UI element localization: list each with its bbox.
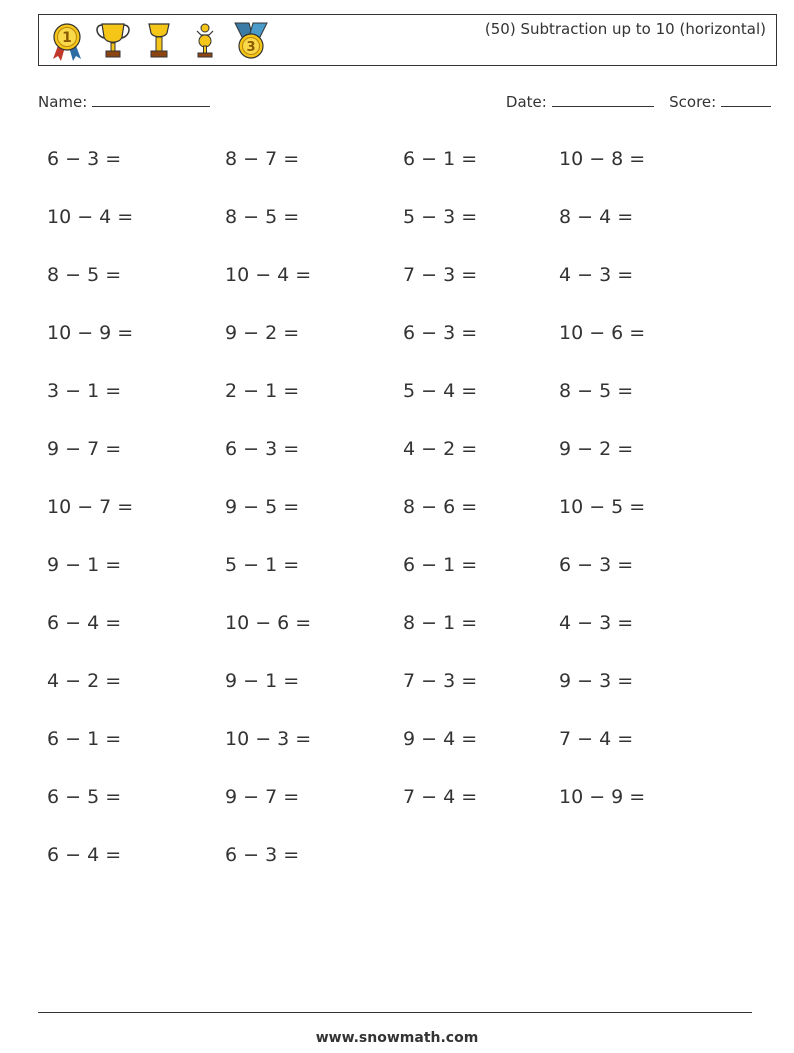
- problem-r4-c3: 6 − 3 =: [403, 322, 478, 344]
- icon-row: [45, 19, 275, 63]
- problem-r6-c3: 4 − 2 =: [403, 438, 478, 460]
- problem-r12-c4: 10 − 9 =: [559, 786, 646, 808]
- problem-r3-c3: 7 − 3 =: [403, 264, 478, 286]
- header-box: [38, 14, 777, 66]
- problem-r5-c2: 2 − 1 =: [225, 380, 300, 402]
- problem-r9-c3: 8 − 1 =: [403, 612, 478, 634]
- svg-text:3: 3: [246, 40, 256, 55]
- problem-r8-c3: 6 − 1 =: [403, 554, 478, 576]
- svg-text:1: 1: [62, 30, 72, 46]
- problem-r7-c3: 8 − 6 =: [403, 496, 478, 518]
- problem-r13-c1: 6 − 4 =: [47, 844, 122, 866]
- medal-1-icon: [45, 19, 89, 63]
- problem-r1-c4: 10 − 8 =: [559, 148, 646, 170]
- date-score-fields: [506, 92, 771, 111]
- problem-r5-c4: 8 − 5 =: [559, 380, 634, 402]
- problem-r1-c1: 6 − 3 =: [47, 148, 122, 170]
- date-blank[interactable]: [552, 92, 654, 107]
- problem-r7-c2: 9 − 5 =: [225, 496, 300, 518]
- footer-url: www.snowmath.com: [315, 1030, 479, 1046]
- name-blank[interactable]: [92, 92, 210, 107]
- name-field: [38, 92, 210, 111]
- problem-r3-c4: 4 − 3 =: [559, 264, 634, 286]
- problem-r9-c1: 6 − 4 =: [47, 612, 122, 634]
- name-label: Name:: [38, 93, 88, 111]
- score-blank[interactable]: [721, 92, 771, 107]
- problem-r11-c3: 9 − 4 =: [403, 728, 478, 750]
- problem-r9-c4: 4 − 3 =: [559, 612, 634, 634]
- problem-r10-c1: 4 − 2 =: [47, 670, 122, 692]
- problem-r8-c1: 9 − 1 =: [47, 554, 122, 576]
- problem-r5-c1: 3 − 1 =: [47, 380, 122, 402]
- problem-r6-c2: 6 − 3 =: [225, 438, 300, 460]
- footer-divider: [38, 1012, 752, 1013]
- problem-r10-c4: 9 − 3 =: [559, 670, 634, 692]
- problem-r7-c1: 10 − 7 =: [47, 496, 134, 518]
- problem-r10-c2: 9 − 1 =: [225, 670, 300, 692]
- date-label: Date:: [505, 93, 547, 111]
- problem-r2-c2: 8 − 5 =: [225, 206, 300, 228]
- problem-r13-c2: 6 − 3 =: [225, 844, 300, 866]
- problem-r11-c4: 7 − 4 =: [559, 728, 634, 750]
- problem-r2-c1: 10 − 4 =: [47, 206, 134, 228]
- problem-r6-c4: 9 − 2 =: [559, 438, 634, 460]
- problem-r3-c1: 8 − 5 =: [47, 264, 122, 286]
- problem-r6-c1: 9 − 7 =: [47, 438, 122, 460]
- problem-r5-c3: 5 − 4 =: [403, 380, 478, 402]
- problem-r4-c4: 10 − 6 =: [559, 322, 646, 344]
- medal-3-icon: [229, 19, 273, 63]
- problem-r12-c3: 7 − 4 =: [403, 786, 478, 808]
- problem-r9-c2: 10 − 6 =: [225, 612, 312, 634]
- problem-r10-c3: 7 − 3 =: [403, 670, 478, 692]
- problem-r1-c3: 6 − 1 =: [403, 148, 478, 170]
- problem-r12-c2: 9 − 7 =: [225, 786, 300, 808]
- problem-r8-c4: 6 − 3 =: [559, 554, 634, 576]
- problem-r12-c1: 6 − 5 =: [47, 786, 122, 808]
- worksheet-title: (50) Subtraction up to 10 (horizontal): [484, 20, 766, 38]
- person-trophy-icon: [183, 19, 227, 63]
- meta-row: [38, 92, 771, 116]
- problem-r7-c4: 10 − 5 =: [559, 496, 646, 518]
- problem-r2-c3: 5 − 3 =: [403, 206, 478, 228]
- trophy-icon: [137, 19, 181, 63]
- problem-r3-c2: 10 − 4 =: [225, 264, 312, 286]
- problem-r2-c4: 8 − 4 =: [559, 206, 634, 228]
- trophy-cup-icon: [91, 19, 135, 63]
- problem-r1-c2: 8 − 7 =: [225, 148, 300, 170]
- problem-r11-c1: 6 − 1 =: [47, 728, 122, 750]
- problem-r4-c2: 9 − 2 =: [225, 322, 300, 344]
- problem-r8-c2: 5 − 1 =: [225, 554, 300, 576]
- score-label: Score:: [669, 93, 717, 111]
- problem-r11-c2: 10 − 3 =: [225, 728, 312, 750]
- problem-r4-c1: 10 − 9 =: [47, 322, 134, 344]
